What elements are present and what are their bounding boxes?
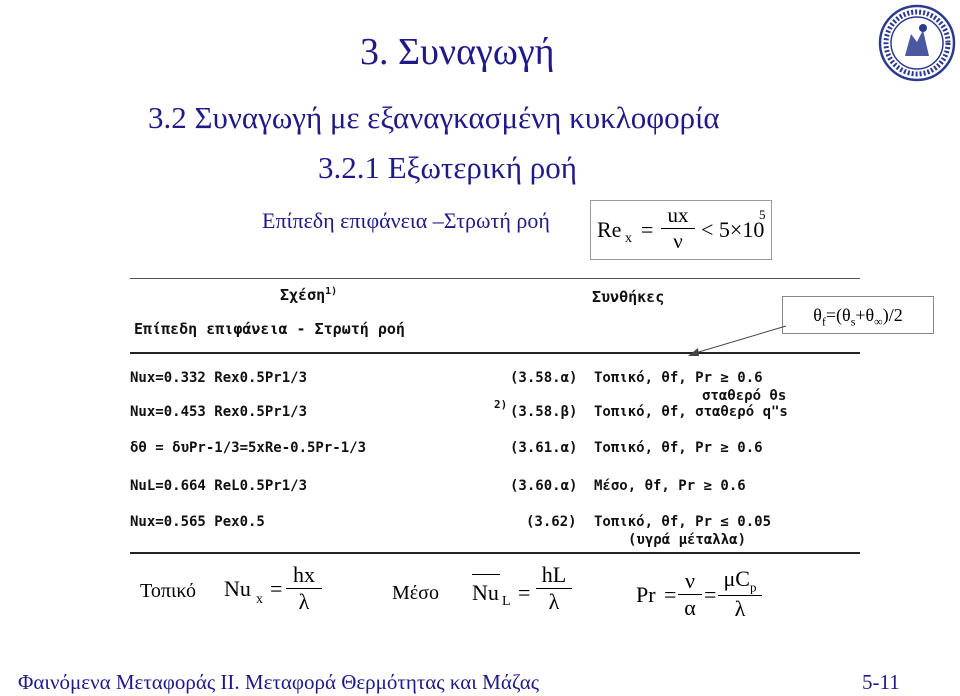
reynolds-limit: < 5×10 [701, 217, 765, 242]
university-seal-icon [878, 4, 956, 82]
nusselt-mean-numerator: hL [536, 562, 572, 589]
reynolds-condition-box [590, 200, 772, 260]
reynolds-exponent: 5 [759, 207, 766, 222]
formula-row-3: δθ = δυPr-1/3=5xRe-0.5Pr-1/3 [130, 440, 367, 456]
nusselt-mean-denominator: λ [548, 589, 560, 614]
theta-text: )/2 [882, 305, 903, 325]
arrow-icon [682, 322, 792, 362]
footer-course-title: Φαινόμενα Μεταφοράς ΙΙ. Μεταφορά Θερμότητας και Μάζας [18, 670, 540, 694]
formula-row-1: Nux=0.332 Rex0.5Pr1/3 [130, 370, 308, 386]
formula-row-4: NuL=0.664 ReL0.5Pr1/3 [130, 478, 308, 494]
nusselt-local-fraction [286, 562, 322, 615]
ref-row-5: (3.62) [526, 514, 577, 530]
page-number: 5-11 [862, 670, 900, 694]
theta-text: θ [813, 305, 822, 325]
prandtl-fraction-2 [718, 566, 762, 622]
page-title: 3. Συναγωγή [360, 31, 555, 73]
mean-label: Μέσο [392, 582, 439, 604]
cond2-row-1: σταθερό θs [702, 388, 787, 404]
nusselt-local-subscript: x [256, 592, 263, 607]
nusselt-mean-subscript: L [502, 594, 511, 609]
prandtl-denominator-2: λ [734, 596, 746, 622]
relation-header: Σχέση$^{1)}$ [280, 286, 338, 304]
equals-sign: = [664, 582, 677, 607]
ref-row-1: (3.58.α) [510, 370, 578, 386]
reynolds-numerator: ux [661, 203, 695, 229]
overline-bar [472, 574, 500, 575]
prandtl-denominator-1: α [684, 595, 696, 620]
ref-row-4: (3.60.α) [510, 478, 578, 494]
reynolds-denominator: ν [673, 229, 683, 253]
reynolds-symbol: Re [597, 217, 622, 242]
equals-sign: = [641, 217, 654, 242]
flow-description: Επίπεδη επιφάνεια –Στρωτή ροή [262, 208, 550, 233]
case-title: Επίπεδη επιφάνεια - Στρωτή ροή [134, 320, 405, 338]
theta-text: =(θ [825, 305, 851, 325]
subsection-heading: 3.2.1 Εξωτερική ροή [318, 150, 577, 185]
cond-row-4: Μέσο, θf, Pr ≥ 0.6 [594, 478, 746, 494]
cond2-row-5: (υγρά μέταλλα) [628, 532, 747, 548]
cond-row-1: Τοπικό, θf, Pr ≥ 0.6 [594, 370, 763, 386]
nusselt-mean-symbol: Nu [472, 580, 499, 605]
table-top-rule [130, 278, 860, 279]
ref-row-2: (3.58.β) [510, 404, 578, 420]
ref-row-3: (3.61.α) [510, 440, 578, 456]
equals-sign: = [270, 576, 283, 601]
theta-sub-f: f [821, 314, 826, 329]
cond-row-5: Τοπικό, θf, Pr ≤ 0.05 [594, 514, 772, 530]
formula-row-5: Nux=0.565 Pex0.5 [130, 514, 265, 530]
reynolds-fraction [661, 203, 695, 254]
theta-text: +θ [855, 305, 875, 325]
local-label: Τοπικό [140, 580, 196, 602]
prandtl-numerator-1: ν [678, 568, 702, 595]
nusselt-local-numerator: hx [286, 562, 322, 589]
nusselt-mean-fraction [536, 562, 572, 615]
formula-row-2: Nux=0.453 Rex0.5Pr1/3 [130, 404, 308, 420]
correlation-table [122, 270, 862, 560]
section-heading: 3.2 Συναγωγή με εξαναγκασμένη κυκλοφορία [148, 100, 720, 135]
conditions-header: Συνθήκες [592, 288, 665, 306]
prandtl-fraction-1 [678, 568, 702, 621]
table-bottom-rule [130, 552, 860, 554]
theta-sub-inf: ∞ [874, 314, 883, 329]
nusselt-local-denominator: λ [298, 589, 310, 614]
prandtl-numerator-2: $\mu C_p$ [718, 566, 762, 596]
cond-row-2: Τοπικό, θf, σταθερό q"s [594, 404, 788, 420]
ref-mark-row-2: 2) [494, 398, 508, 411]
nusselt-local-symbol: Nu [224, 576, 251, 601]
theta-sub-s: s [850, 314, 856, 329]
prandtl-symbol: Pr [636, 582, 656, 607]
reynolds-subscript: x [625, 231, 632, 246]
equals-sign: = [518, 580, 531, 605]
cond-row-3: Τοπικό, θf, Pr ≥ 0.6 [594, 440, 763, 456]
equals-sign: = [704, 582, 717, 607]
